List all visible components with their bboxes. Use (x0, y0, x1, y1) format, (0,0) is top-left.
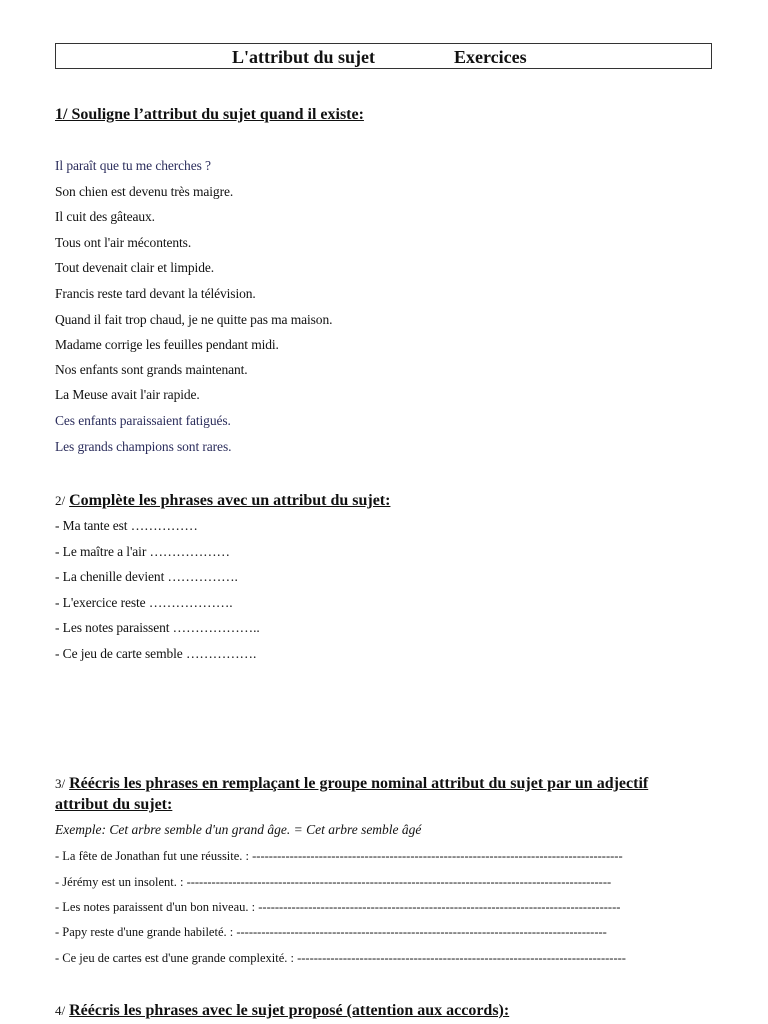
page-subtitle: Exercices (454, 47, 527, 67)
exercise-3-line: - Ce jeu de cartes est d'une grande complexité. : ------------------------------------------------------------------------------- (55, 951, 626, 965)
exercise-2-heading (55, 492, 390, 510)
exercise-2-title: Complète les phrases avec un attribut du sujet: (69, 492, 391, 509)
exercise-2-line: - Les notes paraissent ……………….. (55, 620, 260, 635)
exercise-3-line: - Jérémy est un insolent. : ------------------------------------------------------------------------------------------------------ (55, 875, 612, 889)
exercise-2-line: - Ma tante est …………… (55, 518, 198, 533)
exercise-1-line: Quand il fait trop chaud, je ne quitte pas ma maison. (55, 312, 333, 327)
exercise-1-line: Il cuit des gâteaux. (55, 209, 155, 224)
exercise-1-heading: 1/ Souligne l’attribut du sujet quand il existe: (55, 106, 364, 123)
exercise-3-title-line-2: attribut du sujet: (55, 796, 173, 813)
exercise-2-line: - L'exercice reste ………………. (55, 595, 233, 610)
exercise-4-title: Réécris les phrases avec le sujet proposé (attention aux accords): (69, 1002, 510, 1019)
exercise-1-line: Il paraît que tu me cherches ? (55, 158, 211, 173)
page-title: L'attribut du sujet (232, 47, 376, 67)
exercise-1-line: Les grands champions sont rares. (55, 439, 232, 454)
exercise-1-line: Son chien est devenu très maigre. (55, 184, 234, 199)
exercise-3-heading (55, 775, 648, 793)
exercise-3-line: - Les notes paraissent d'un bon niveau. : --------------------------------------------------------------------------------------- (55, 900, 621, 914)
exercise-1-line: Tous ont l'air mécontents. (55, 235, 192, 250)
exercise-3-number: 3/ (55, 776, 66, 791)
exercise-3-title-line-1: Réécris les phrases en remplaçant le groupe nominal attribut du sujet par un adjectif (69, 775, 649, 792)
exercise-1-line: Nos enfants sont grands maintenant. (55, 362, 248, 377)
exercise-2-number: 2/ (55, 493, 66, 508)
exercise-2-line: - La chenille devient ……………. (55, 569, 238, 584)
exercise-4-number: 4/ (55, 1003, 66, 1018)
exercise-1-line: Madame corrige les feuilles pendant midi. (55, 337, 279, 352)
exercise-2-line: - Ce jeu de carte semble ……………. (55, 646, 257, 661)
exercise-1-line: Tout devenait clair et limpide. (55, 260, 215, 275)
exercise-1-line: La Meuse avait l'air rapide. (55, 387, 200, 402)
exercise-2-line: - Le maître a l'air ……………… (55, 544, 230, 559)
exercise-4-heading (55, 1002, 509, 1020)
exercise-1-line: Francis reste tard devant la télévision. (55, 286, 256, 301)
title-box (55, 43, 712, 69)
exercise-1-line: Ces enfants paraissaient fatigués. (55, 413, 231, 428)
exercise-3-example: Exemple: Cet arbre semble d'un grand âge. = Cet arbre semble âgé (55, 822, 422, 837)
exercise-3-line: - Papy reste d'une grande habileté. : ----------------------------------------------------------------------------------------- (55, 925, 607, 939)
exercise-3-line: - La fête de Jonathan fut une réussite. : ----------------------------------------------------------------------------------------- (55, 849, 623, 863)
